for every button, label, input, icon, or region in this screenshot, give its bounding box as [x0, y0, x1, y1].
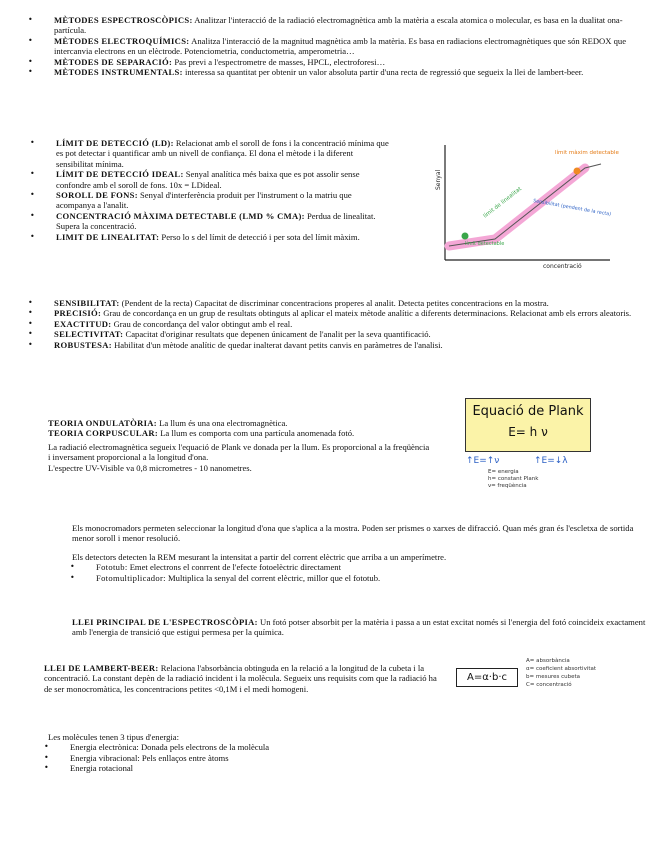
- plank-formula: E= h ν: [508, 425, 548, 439]
- list-item: • MÈTODES ESPECTROSCÒPICS: Analitzar l'interacció de la radiació electromagnètica amb la matèria a escala atomica o molecular, es basa en la dualitat ona-partícula.: [54, 15, 634, 36]
- molecules-block: [48, 732, 448, 774]
- list-item: • MÈTODES DE SEPARACIÓ: Pas previ a l'espectrometre de masses, HPCL, electroforesi…: [54, 57, 634, 67]
- list-item: • CONCENTRACIÓ MÀXIMA DETECTABLE (LMD % CMA): Perdua de linealitat. Supera la concentració.: [56, 211, 392, 232]
- theory-ondulatoria: TEORIA ONDULATÒRIA: La llum és una ona electromagnètica.: [48, 418, 288, 428]
- plank-relation-wavelength: ↑E=↓λ: [534, 456, 568, 466]
- theory-para1: La radiació electromagnètica segueix l'equació de Plank ve donada per la llum. Es proporcional a la freqüència i inversament proporcional a la longitud d'ona.: [48, 441, 430, 463]
- list-item: • EXACTITUD: Grau de concordança del valor obtingut amb el real.: [54, 319, 634, 329]
- methods-list: [54, 15, 634, 77]
- list-item: • MÈTODES INSTRUMENTALS: interessa sa quantitat per obtenir un valor absoluta partir d'una recta de regressió que segueix la llei de lambert-beer.: [54, 67, 634, 77]
- list-item: • PRECISIÓ: Grau de concordança en un grup de resultats obtinguts al aplicar el mateix mètode analític a diferents determinacions. Relacionat amb els errors aleatoris.: [54, 308, 634, 318]
- lambert-legend: [526, 657, 596, 689]
- plank-legend: [488, 469, 538, 490]
- mono-para2: Els detectors detecten la REM mesurant la intensitat a partir del corrent elèctric que arriba a un amperímetre.: [72, 551, 447, 562]
- list-item: • Energia vibracional: Pels enllaços entre àtoms: [70, 753, 448, 763]
- list-item: • LÍMIT DE DETECCIÓ (LD): Relacionat amb el soroll de fons i la concentració mínima que es pot detectar i quantificar amb un nivell de confiança. El dona el mètode i la diferent sensibilitat mínima.: [56, 138, 392, 169]
- graph-bottom-label: límit detectable: [465, 241, 505, 247]
- energy-list: [70, 742, 448, 773]
- lambert-legend-item: A= absorbància: [526, 658, 570, 664]
- lambert-formula-box: A=α·b·c: [456, 668, 518, 687]
- list-item: • Fotomultiplicador: Multiplica la senyal del corrent elèctric, millor que el fototub.: [96, 573, 642, 583]
- list-item: • SENSIBILITAT: (Pendent de la recta) Capacitat de discriminar concentracions properes al analit. Detecta petites concentracions en la mostra.: [54, 298, 634, 308]
- plank-relation-frequency: ↑E=↑ν: [466, 456, 500, 466]
- properties-list: [54, 298, 634, 350]
- detectors-list: [96, 562, 642, 583]
- plank-box: [465, 398, 591, 452]
- lambert-block: LLEI DE LAMBERT-BEER: Relaciona l'absorbància obtinguda en la relació a la longitud de la cubeta i la concentració. La constant depèn de la radiació incident i la molècula. Segueix uns requisits com que la radiació ha de ser monocromàtica, les concentracions petites <0,1M i el medi homogeni.: [44, 663, 437, 694]
- theory-corpuscular: TEORIA CORPUSCULAR: La llum es comporta com una partícula anomenada fotó.: [48, 428, 355, 439]
- limits-list: [56, 138, 392, 242]
- graph-line-label: límit de linealitat: [482, 186, 523, 220]
- theory-para2: L'espectre UV-Visible va 0,8 micrometres - 10 nanometres.: [48, 462, 252, 473]
- list-item: • SELECTIVITAT: Capacitat d'originar resultats que depenen únicament de l'analit per la seva quantificació.: [54, 329, 634, 339]
- plank-legend-item: ν= freqüència: [488, 483, 527, 489]
- molecules-intro: Les molècules tenen 3 tipus d'energia:: [48, 732, 179, 742]
- mono-para1: Els monocromadors permeten seleccionar la longitud d'ona que s'aplica a la mostra. Poden ser prismes o xarxes de difracció. Quan més gran és l'escletxa de sortida menor soroll i menor resolució.: [72, 523, 634, 544]
- upper-point: [574, 168, 581, 175]
- graph-ylabel: Senyal: [435, 169, 442, 190]
- graph-top-label: límit màxim detectable: [555, 150, 619, 156]
- plank-legend-item: E= energia: [488, 469, 519, 475]
- theory-block: [48, 418, 433, 473]
- list-item: • LIMIT DE LINEALITAT: Perso lo s del límit de detecció i per sota del límit màxim.: [56, 232, 392, 242]
- list-item: • Energia electrònica: Donada pels electrons de la molècula: [70, 742, 448, 752]
- graph-side-label: Sensibilitat (pendent de la recta): [532, 199, 612, 218]
- calibration-graph: [425, 140, 620, 270]
- llei-principal: LLEI PRINCIPAL DE L'ESPECTROSCÒPIA: Un fotó potser absorbit per la matèria i passa a un estat excitat només si l'energia del fotó coincideix exactament amb l'energia de transició que estigui permesa per la química.: [72, 617, 646, 638]
- plank-legend-item: h= constant Plank: [488, 476, 539, 482]
- list-item: • SOROLL DE FONS: Senyal d'interferència produit per l'instrument o la matriu que acompanya a l'analit.: [56, 190, 392, 211]
- lambert-legend-item: b= mesures cubeta: [526, 674, 580, 680]
- list-item: • Fototub: Emet electrons el conrrent de l'efecte fotoelèctric directament: [96, 562, 642, 572]
- plank-title: Equació de Plank: [472, 404, 584, 419]
- graph-xlabel: concentració: [543, 263, 582, 270]
- list-item: • MÈTODES ELECTROQUÍMICS: Analitza l'interacció de la magnitud magnètica amb la matèria. Es basa en radiacions electromagnètiques que són REDOX que intercanvia electrons en un elèctrode. Potenciometria, conductometria, amperometria…: [54, 36, 634, 57]
- lower-point: [462, 233, 469, 240]
- list-item: • LÍMIT DE DETECCIÓ IDEAL: Senyal analítica més baixa que es pot assolir sense confondre amb el soroll de fons. 10x = LDideal.: [56, 169, 392, 190]
- list-item: • Energia rotacional: [70, 763, 448, 773]
- mono-block: [72, 523, 642, 583]
- list-item: • ROBUSTESA: Habilitat d'un mètode analític de quedar inalterat davant petits canvis en paràmetres de l'analisi.: [54, 340, 634, 350]
- lambert-legend-item: α= coeficient absortivitat: [526, 666, 597, 672]
- lambert-legend-item: C= concentració: [526, 682, 572, 688]
